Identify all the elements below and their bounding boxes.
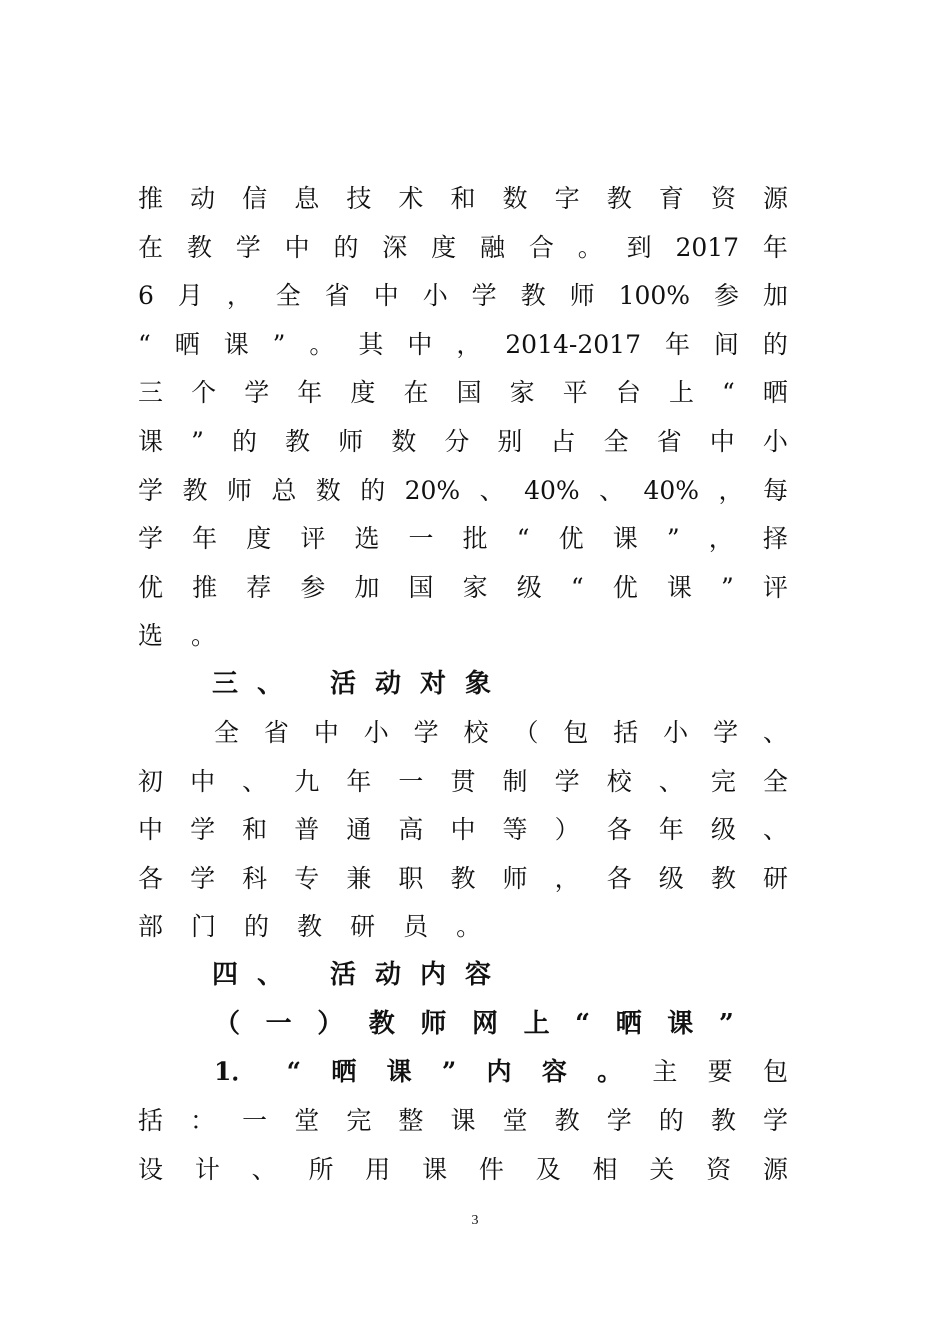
text-glyph: 度: [350, 378, 376, 408]
text-glyph: 整: [398, 1106, 424, 1135]
text-glyph: 学: [762, 1106, 788, 1135]
text-glyph: 术: [398, 184, 424, 213]
text-glyph: 国: [456, 378, 482, 408]
text-glyph: 完: [346, 1106, 372, 1135]
text-glyph: 个: [191, 378, 217, 408]
text-glyph: 年: [664, 329, 690, 359]
text-glyph: 中: [313, 718, 339, 747]
text-glyph: 的: [658, 1106, 684, 1135]
text-glyph: 优: [612, 572, 638, 602]
text-glyph: 评: [762, 572, 788, 602]
text-glyph: 信: [242, 184, 268, 213]
text-glyph: 小: [363, 718, 389, 747]
item1-bold-glyph: 容: [541, 1057, 567, 1086]
text-glyph: 选: [354, 524, 380, 554]
text-glyph: 度: [246, 524, 272, 554]
text-glyph: 省: [656, 427, 682, 456]
text-glyph: 数: [502, 184, 528, 213]
text-glyph: 20%: [404, 475, 461, 505]
item1-bold-glyph: 。: [597, 1057, 623, 1086]
item1-glyph: 主: [652, 1057, 678, 1086]
text-glyph: 家: [462, 572, 488, 602]
text-glyph: 学: [244, 378, 270, 408]
text-glyph: 兼: [346, 863, 372, 893]
text-glyph: 推: [138, 184, 164, 213]
text-glyph: 2014-2017: [505, 329, 641, 359]
text-glyph: 课: [223, 329, 249, 359]
text-glyph: 的: [333, 232, 359, 262]
section3-line: [138, 813, 788, 847]
body-line: [138, 328, 788, 362]
text-glyph: ）: [554, 815, 580, 845]
text-glyph: 2017: [675, 232, 740, 262]
text-glyph: 。: [309, 329, 335, 359]
text-glyph: ，: [456, 329, 482, 359]
text-glyph: 校: [463, 718, 489, 747]
text-glyph: 关: [649, 1154, 675, 1184]
subheading-glyph: 教: [368, 1009, 395, 1039]
body-line: [138, 571, 788, 605]
text-glyph: 月: [177, 281, 203, 311]
text-glyph: 中: [284, 232, 310, 262]
text-glyph: 、: [762, 815, 788, 845]
text-glyph: 级: [710, 815, 736, 845]
text-glyph: “: [570, 572, 584, 602]
text-glyph: 教: [297, 912, 323, 942]
text-glyph: ，: [708, 524, 734, 554]
text-glyph: 、: [242, 766, 268, 796]
text-glyph: 全: [275, 281, 301, 311]
text-glyph: 的: [762, 329, 788, 359]
text-glyph: 度: [431, 232, 457, 262]
subheading-glyph: 一: [265, 1009, 292, 1039]
text-glyph: 教: [606, 184, 632, 213]
text-glyph: 年: [297, 378, 323, 408]
text-glyph: 、: [251, 1154, 277, 1184]
text-glyph: 职: [398, 863, 424, 893]
text-glyph: 堂: [294, 1106, 320, 1135]
text-glyph: 括: [613, 718, 639, 747]
text-glyph: 课: [138, 427, 164, 456]
text-glyph: 中: [407, 329, 433, 359]
subheading-teacher-online: [214, 1007, 734, 1041]
text-glyph: 制: [502, 766, 528, 796]
text-glyph: 占: [550, 427, 576, 456]
text-glyph: 教: [182, 475, 208, 505]
body-line: [138, 425, 788, 459]
text-glyph: 用: [365, 1154, 391, 1184]
text-glyph: 三: [138, 378, 164, 408]
item1-bold-glyph: ”: [441, 1057, 457, 1086]
text-glyph: 年: [346, 766, 372, 796]
text-glyph: 研: [762, 863, 788, 893]
text-glyph: 、: [479, 475, 505, 505]
subheading-glyph: （: [214, 1009, 241, 1039]
text-glyph: 相: [592, 1154, 618, 1184]
text-glyph: 括: [138, 1106, 164, 1135]
text-glyph: 部: [138, 912, 164, 942]
text-glyph: 九: [294, 766, 320, 796]
text-glyph: 40%: [643, 475, 700, 505]
section3-line: [138, 765, 788, 799]
text-glyph: 年: [762, 232, 788, 262]
text-glyph: 普: [294, 815, 320, 845]
text-glyph: 教: [186, 232, 212, 262]
text-glyph: “: [516, 524, 530, 554]
subheading-glyph: 课: [667, 1009, 694, 1039]
text-glyph: 中: [138, 815, 164, 845]
text-glyph: ”: [191, 427, 204, 456]
subheading-glyph: 晒: [615, 1009, 642, 1039]
item1-line: [138, 1153, 788, 1187]
text-glyph: 晒: [762, 378, 788, 408]
text-glyph: 融: [480, 232, 506, 262]
subheading-glyph: “: [575, 1009, 591, 1039]
text-glyph: 学: [554, 766, 580, 796]
text-glyph: 课: [666, 572, 692, 602]
text-glyph: 上: [668, 378, 694, 408]
item1-bold-glyph: 课: [386, 1057, 412, 1086]
text-glyph: 评: [300, 524, 326, 554]
text-glyph: 学: [413, 718, 439, 747]
text-glyph: 级: [658, 863, 684, 893]
text-glyph: 教: [285, 427, 311, 456]
text-glyph: 中: [450, 815, 476, 845]
text-glyph: 教: [450, 863, 476, 893]
text-glyph: 全: [214, 718, 240, 747]
item1-bold-glyph: 内: [486, 1057, 512, 1086]
text-glyph: 、: [762, 718, 788, 747]
text-glyph: 初: [138, 766, 164, 796]
text-glyph: 校: [606, 766, 632, 796]
text-glyph: 省: [324, 281, 350, 311]
text-glyph: 学: [190, 815, 216, 845]
text-glyph: 6: [138, 281, 154, 311]
text-glyph: 优: [138, 572, 164, 602]
text-glyph: 到: [626, 232, 652, 262]
text-glyph: 一: [408, 524, 434, 554]
text-glyph: 学: [713, 718, 739, 747]
text-glyph: 教: [520, 281, 546, 311]
text-glyph: 各: [606, 815, 632, 845]
text-glyph: 择: [762, 524, 788, 554]
text-glyph: 数: [315, 475, 341, 505]
text-glyph: 国: [408, 572, 434, 602]
text-glyph: 小: [762, 427, 788, 456]
text-glyph: 间: [713, 329, 739, 359]
subheading-glyph: 师: [420, 1009, 447, 1039]
text-glyph: 等: [502, 815, 528, 845]
text-glyph: ，: [554, 863, 580, 893]
body-line: [138, 376, 788, 410]
body-line: [138, 619, 788, 653]
text-glyph: 中: [373, 281, 399, 311]
text-glyph: 100%: [618, 281, 691, 311]
body-line: [138, 522, 788, 556]
subheading-glyph: ”: [718, 1009, 734, 1039]
text-glyph: 省: [263, 718, 289, 747]
text-glyph: 合: [528, 232, 554, 262]
text-glyph: 完: [710, 766, 736, 796]
text-glyph: 、: [658, 766, 684, 796]
text-glyph: 、: [599, 475, 625, 505]
text-glyph: ”: [720, 572, 734, 602]
text-glyph: 学: [235, 232, 261, 262]
text-glyph: 中: [190, 766, 216, 796]
section-heading-3: 三、 活动对象: [212, 669, 511, 699]
text-glyph: 学: [471, 281, 497, 311]
text-glyph: 研: [350, 912, 376, 942]
text-glyph: 参: [714, 281, 740, 311]
text-glyph: 台: [615, 378, 641, 408]
section3-line: [138, 862, 788, 896]
text-glyph: 课: [612, 524, 638, 554]
text-glyph: 年: [658, 815, 684, 845]
text-glyph: 件: [478, 1154, 504, 1184]
text-glyph: ”: [272, 329, 286, 359]
text-glyph: 教: [710, 863, 736, 893]
text-glyph: 40%: [524, 475, 580, 505]
section-heading-4: 四、 活动内容: [212, 960, 511, 990]
text-glyph: 包: [563, 718, 589, 747]
body-line: [138, 231, 788, 265]
text-glyph: 的: [244, 912, 270, 942]
text-glyph: 中: [709, 427, 735, 456]
text-glyph: 字: [554, 184, 580, 213]
text-glyph: 息: [294, 184, 320, 213]
text-glyph: 在: [138, 232, 164, 262]
text-glyph: 的: [360, 475, 386, 505]
text-glyph: 一: [398, 766, 424, 796]
text-glyph: ”: [666, 524, 680, 554]
text-glyph: 每: [762, 475, 788, 505]
text-glyph: （: [513, 718, 539, 747]
text-glyph: 。: [191, 621, 217, 651]
text-glyph: 批: [462, 524, 488, 554]
text-glyph: 总: [271, 475, 297, 505]
text-glyph: 师: [502, 863, 528, 893]
text-glyph: 所: [308, 1154, 334, 1184]
text-glyph: ，: [718, 475, 744, 505]
text-glyph: 全: [762, 766, 788, 796]
text-glyph: 。: [456, 912, 482, 942]
text-glyph: 教: [710, 1106, 736, 1135]
text-glyph: 各: [606, 863, 632, 893]
text-glyph: 贯: [450, 766, 476, 796]
text-glyph: 数: [391, 427, 417, 456]
text-glyph: “: [138, 329, 151, 359]
item1-line: [138, 1104, 788, 1138]
text-glyph: 高: [398, 815, 424, 845]
text-glyph: 专: [294, 863, 320, 893]
text-glyph: 加: [762, 281, 788, 311]
text-glyph: 学: [606, 1106, 632, 1135]
text-glyph: 技: [346, 184, 372, 213]
item1-glyph: 要: [707, 1057, 733, 1086]
text-glyph: 设: [138, 1154, 164, 1184]
text-glyph: 和: [242, 815, 268, 845]
text-glyph: 加: [354, 572, 380, 602]
text-glyph: 家: [509, 378, 535, 408]
text-glyph: “: [722, 378, 735, 408]
text-glyph: 教: [554, 1106, 580, 1135]
text-glyph: 推: [192, 572, 218, 602]
text-glyph: 员: [403, 912, 429, 942]
text-glyph: 分: [444, 427, 470, 456]
text-glyph: 计: [194, 1154, 220, 1184]
text-glyph: 通: [346, 815, 372, 845]
text-glyph: 科: [242, 863, 268, 893]
text-glyph: 晒: [174, 329, 200, 359]
text-glyph: 级: [516, 572, 542, 602]
section3-line: [214, 716, 788, 750]
text-glyph: 课: [422, 1154, 448, 1184]
body-line: [138, 474, 788, 508]
text-glyph: ：: [190, 1106, 216, 1135]
text-glyph: 学: [190, 863, 216, 893]
subheading-glyph: ）: [317, 1009, 344, 1039]
text-glyph: 和: [450, 184, 476, 213]
text-glyph: 源: [762, 184, 788, 213]
text-glyph: 荐: [246, 572, 272, 602]
text-glyph: 在: [403, 378, 429, 408]
text-glyph: 门: [191, 912, 217, 942]
text-glyph: 师: [338, 427, 364, 456]
text-glyph: 课: [450, 1106, 476, 1135]
subheading-glyph: 网: [471, 1009, 498, 1039]
item1-bold-glyph: 晒: [331, 1057, 357, 1086]
text-glyph: 参: [300, 572, 326, 602]
text-glyph: 小: [663, 718, 689, 747]
text-glyph: 别: [497, 427, 523, 456]
text-glyph: 育: [658, 184, 684, 213]
text-glyph: 学: [138, 524, 164, 554]
item1-bold-glyph: 1．: [214, 1057, 257, 1086]
text-glyph: 平: [562, 378, 588, 408]
text-glyph: 全: [603, 427, 629, 456]
text-glyph: 学: [138, 475, 164, 505]
text-glyph: 选: [138, 621, 164, 651]
text-glyph: ，: [226, 281, 252, 311]
text-glyph: 源: [762, 1154, 788, 1184]
item1-line: [214, 1055, 788, 1089]
text-glyph: 小: [422, 281, 448, 311]
text-glyph: 的: [231, 427, 257, 456]
text-glyph: 师: [569, 281, 595, 311]
text-glyph: 动: [190, 184, 216, 213]
text-glyph: 年: [192, 524, 218, 554]
text-glyph: 优: [558, 524, 584, 554]
section3-line: [138, 910, 788, 944]
body-line: [138, 279, 788, 313]
text-glyph: 深: [382, 232, 408, 262]
text-glyph: 资: [710, 184, 736, 213]
text-glyph: 一: [242, 1106, 268, 1135]
subheading-glyph: 上: [523, 1009, 550, 1039]
text-glyph: 各: [138, 863, 164, 893]
text-glyph: 堂: [502, 1106, 528, 1135]
text-glyph: 资: [706, 1154, 732, 1184]
text-glyph: 其: [358, 329, 384, 359]
text-glyph: 师: [226, 475, 252, 505]
text-glyph: 。: [577, 232, 603, 262]
item1-bold-glyph: “: [286, 1057, 302, 1086]
body-line: [138, 182, 788, 216]
item1-glyph: 包: [762, 1057, 788, 1086]
text-glyph: 及: [535, 1154, 561, 1184]
page-number: 3: [471, 1213, 479, 1228]
